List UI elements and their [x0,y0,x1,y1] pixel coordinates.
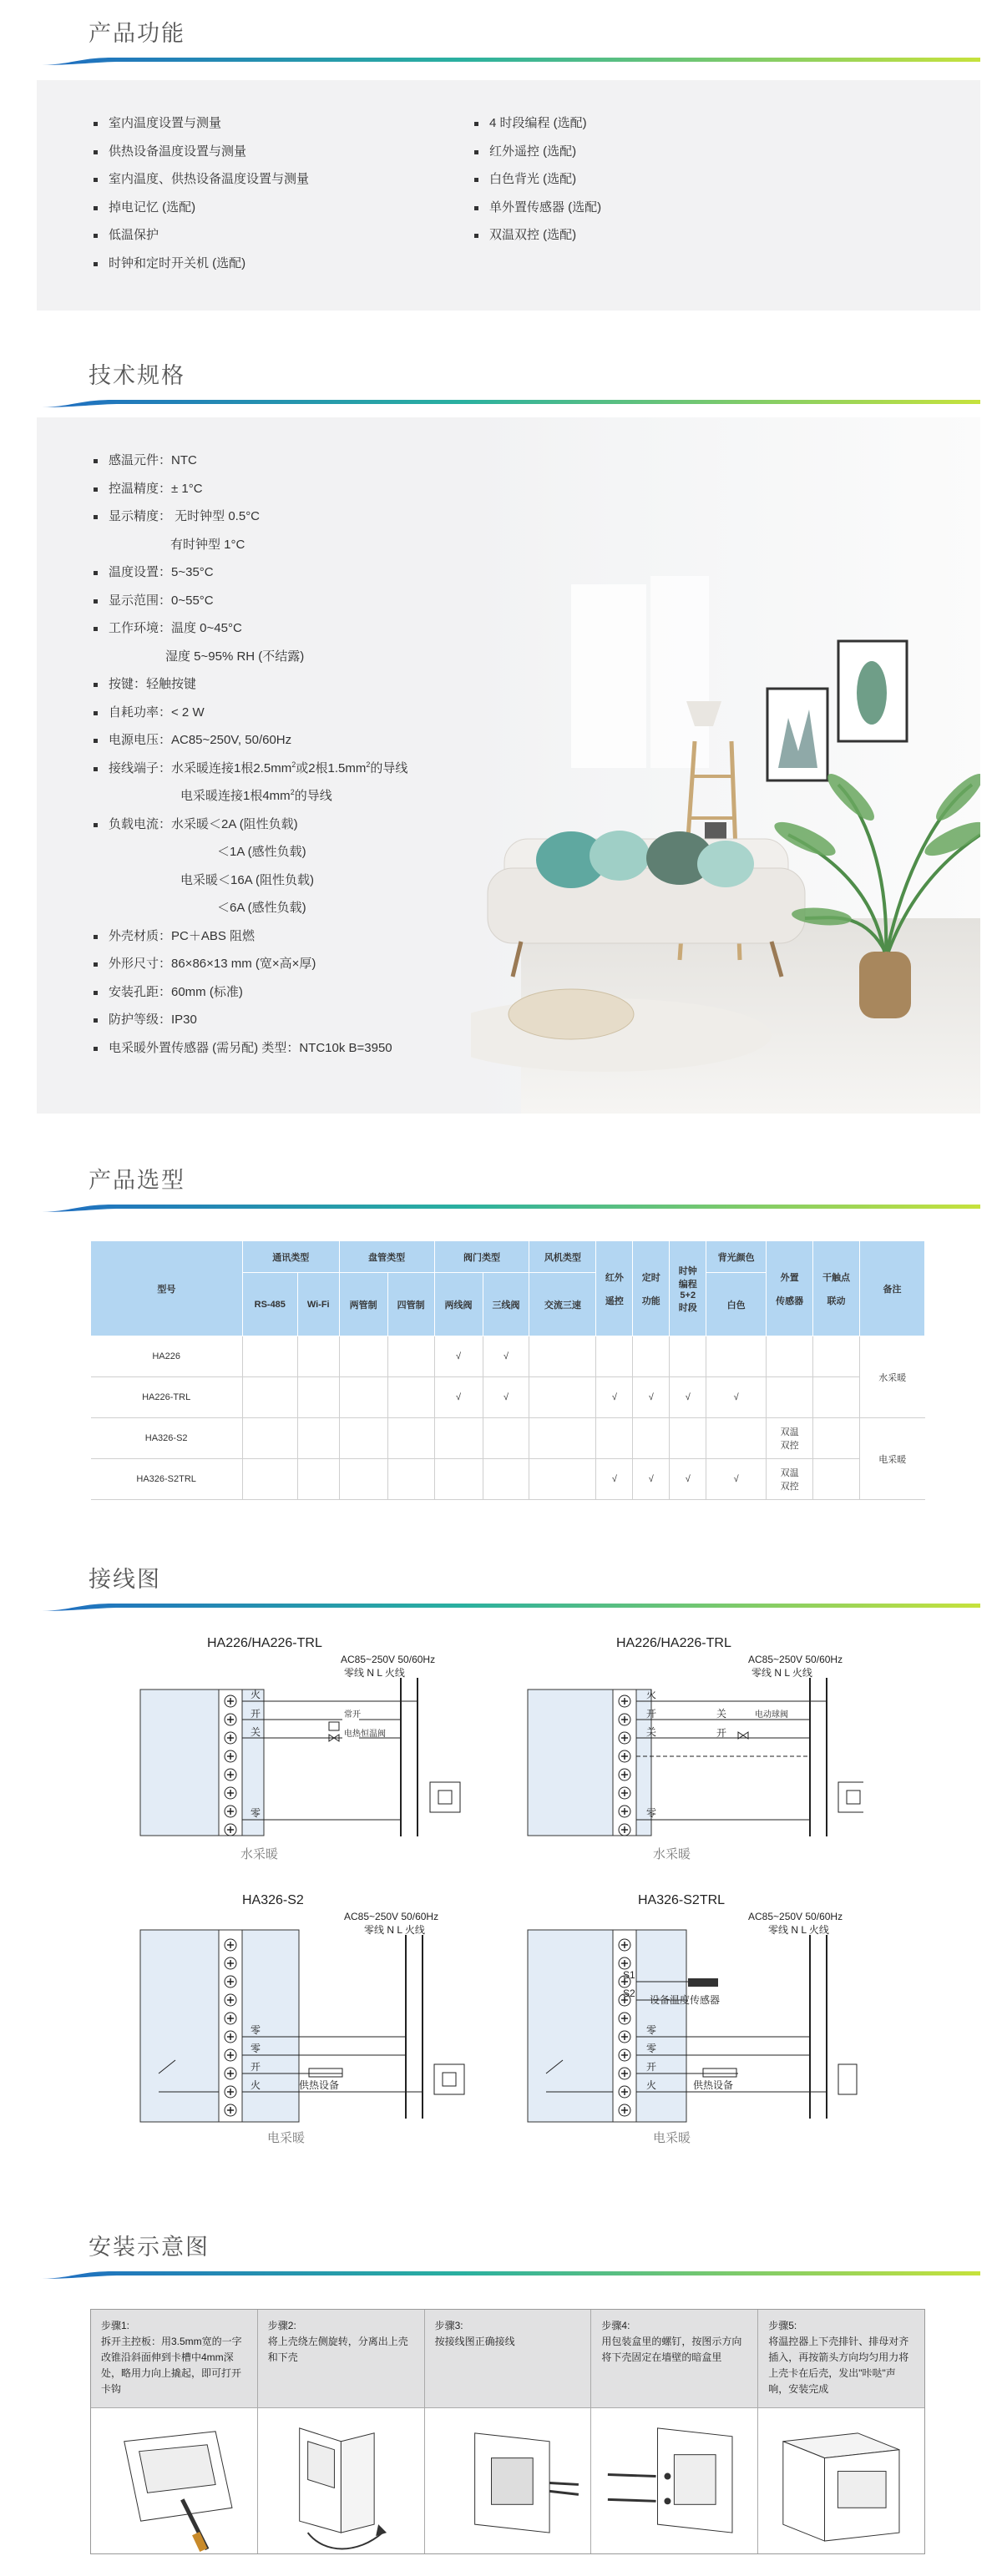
step-title: 步骤5: [768,2320,797,2331]
svg-text:关: 关 [716,1708,727,1720]
col-ac3: 交流三速 [529,1273,596,1336]
selection-table [90,1240,925,1500]
table-cell [813,1336,860,1377]
table-cell [339,1459,387,1500]
step-body: 用包装盒里的螺钉，按图示方向将下壳固定在墙壁的暗盒里 [601,2336,742,2363]
table-cell [813,1377,860,1418]
spec-item: 按键：轻触按键 [90,676,407,705]
install-step-3 [425,2310,592,2553]
table-row [91,1459,925,1500]
svg-text:开: 开 [250,2061,261,2073]
svg-text:零: 零 [250,2043,261,2054]
section-header-wiring [37,1561,980,1611]
table-cell: 双温 双控 [767,1459,813,1500]
table-cell [339,1336,387,1377]
table-cell: √ [670,1459,706,1500]
living-room-illustration [471,417,980,1114]
table-cell [706,1418,767,1459]
table-cell [813,1418,860,1459]
col-pipe: 盘管类型 [339,1241,434,1273]
svg-text:常开: 常开 [344,1710,361,1720]
col-ir: 红外 遥控 [596,1241,633,1336]
svg-text:设备温度传感器: 设备温度传感器 [650,1994,721,2006]
wiring-diagram-ha326-s2trl [513,1893,863,2144]
table-cell [387,1418,434,1459]
svg-text:S1: S1 [623,1969,635,1981]
section-gradient-bar [37,389,980,407]
svg-text:AC85~250V 50/60Hz: AC85~250V 50/60Hz [344,1911,439,1922]
table-cell: √ [670,1377,706,1418]
step-body: 拆开主控板：用3.5mm宽的一字改锥沿斜面伸到卡槽中4mm深处，略用力向上撬起，即可打开卡钩 [101,2336,242,2395]
svg-text:零线 N L 火线: 零线 N L 火线 [768,1924,829,1936]
svg-text:开: 开 [646,1708,657,1720]
specs-list [90,452,407,1068]
diagram-title: HA326-S2 [242,1893,304,1907]
col-dry: 干触点 联动 [813,1241,860,1336]
model-cell: HA226-TRL [91,1377,243,1418]
spec-item: 工作环境：温度 0~45°C [90,620,407,649]
diagram-caption: 电采暖 [653,2131,691,2145]
table-cell [767,1377,813,1418]
table-row [91,1377,925,1418]
install-step-1 [91,2310,258,2553]
table-cell: √ [633,1459,670,1500]
svg-text:火: 火 [646,2079,657,2091]
table-cell: √ [706,1377,767,1418]
spec-item: 温度设置：5~35°C [90,564,407,593]
step-title: 步骤2: [267,2320,296,2331]
spec-item: 外壳材质：PC＋ABS 阻燃 [90,928,407,957]
note-cell: 水采暖 [860,1336,925,1418]
svg-text:关: 关 [646,1726,657,1738]
table-cell [596,1418,633,1459]
feature-item: 掉电记忆 (选配) [90,200,309,228]
section-gradient-bar [37,2260,980,2279]
wall-mount-illustration [591,2408,757,2554]
table-cell [297,1459,339,1500]
spec-item: 控温精度：± 1°C [90,481,407,509]
svg-text:零: 零 [646,2024,657,2036]
spec-item: 安装孔距：60mm (标准) [90,984,407,1013]
feature-item: 白色背光 (选配) [471,171,601,200]
features-list-right [471,115,601,255]
spec-item: 电源电压：AC85~250V, 50/60Hz [90,732,407,760]
table-row [91,1336,925,1377]
table-cell [242,1377,297,1418]
section-header-features [37,15,980,65]
col-three-wire: 三线阀 [483,1273,529,1336]
install-step-4 [591,2310,758,2553]
svg-text:关: 关 [250,1726,261,1738]
table-cell [529,1459,596,1500]
section-header-install [37,2229,980,2279]
table-cell: √ [596,1459,633,1500]
table-cell: √ [434,1336,483,1377]
svg-text:零: 零 [250,1807,261,1819]
specs-panel [37,417,980,1114]
table-cell [529,1377,596,1418]
table-row [91,1418,925,1459]
install-step-5 [758,2310,924,2553]
step-body: 将温控器上下壳排针、排母对齐插入，再按箭头方向均匀用力将上壳卡在后壳，发出"咔哒"声响，安装完成 [768,2336,909,2395]
power-label: AC85~250V 50/60Hz [341,1654,436,1665]
feature-item: 低温保护 [90,227,309,255]
col-model: 型号 [91,1241,243,1336]
svg-text:开: 开 [716,1727,727,1739]
col-wifi: Wi-Fi [297,1273,339,1336]
col-two-way: 两线阀 [434,1273,483,1336]
col-two-pipe: 两管制 [339,1273,387,1336]
spec-item: 湿度 5~95% RH (不结露) [165,649,305,664]
line-label: 零线 N L 火线 [344,1667,405,1679]
spec-item: 防护等级：IP30 [90,1012,407,1040]
spec-item: 电采暖外置传感器 (需另配) 类型：NTC10k B=3950 [90,1040,407,1068]
svg-text:AC85~250V 50/60Hz: AC85~250V 50/60Hz [748,1911,843,1922]
section-title: 产品选型 [89,1168,185,1193]
spec-item: 电采暖＜16A (阻性负载) [180,872,315,887]
col-clock: 时钟 编程 5+2 时段 [670,1241,706,1336]
install-steps [90,2309,925,2554]
table-cell [529,1336,596,1377]
table-cell: √ [633,1377,670,1418]
table-cell [767,1336,813,1377]
col-valve: 阀门类型 [434,1241,529,1273]
table-cell [813,1459,860,1500]
feature-item: 4 时段编程 (选配) [471,115,601,144]
table-cell [670,1418,706,1459]
table-cell [633,1418,670,1459]
spec-item: ＜1A (感性负载) [217,845,306,859]
svg-text:电热恒温阀: 电热恒温阀 [344,1730,386,1739]
svg-text:火: 火 [250,1689,261,1700]
table-cell [434,1418,483,1459]
col-ext: 外置 传感器 [767,1241,813,1336]
wiring-schematic [125,1910,476,2127]
spec-item: 显示精度： 无时钟型 0.5°C [90,508,407,537]
step-title: 步骤1: [101,2320,130,2331]
table-cell [596,1336,633,1377]
table-cell [387,1377,434,1418]
section-title: 安装示意图 [89,2235,210,2260]
thermostat-open-illustration [91,2408,257,2554]
section-title: 接线图 [89,1567,161,1592]
install-step-2 [258,2310,425,2553]
col-note: 备注 [860,1241,925,1336]
table-cell: √ [596,1377,633,1418]
col-white: 白色 [706,1273,767,1336]
col-rs485: RS-485 [242,1273,297,1336]
wiring-schematic [513,1910,863,2127]
wiring-diagram-ha226 [125,1636,476,1861]
svg-text:电动球阀: 电动球阀 [755,1710,788,1720]
wiring-diagram-ha226-trl [513,1636,863,1861]
wiring-schematic [513,1653,863,1845]
spec-item: ＜6A (感性负载) [217,901,306,915]
diagram-caption: 电采暖 [267,2131,306,2145]
section-header-specs [37,357,980,407]
wiring-schematic [125,1653,476,1845]
svg-text:供热设备: 供热设备 [693,2079,734,2091]
feature-item: 供热设备温度设置与测量 [90,144,309,172]
spec-item: 外形尺寸：86×86×13 mm (宽×高×厚) [90,956,407,984]
col-comm: 通讯类型 [242,1241,339,1273]
feature-item: 室内温度、供热设备温度设置与测量 [90,171,309,200]
diagram-caption: 水采暖 [653,1847,691,1861]
table-cell [434,1459,483,1500]
feature-item: 时钟和定时开关机 (选配) [90,255,309,284]
table-cell [297,1418,339,1459]
svg-text:火: 火 [250,2079,261,2091]
svg-text:供热设备: 供热设备 [299,2079,340,2091]
svg-text:零线 N L 火线: 零线 N L 火线 [752,1667,812,1679]
svg-text:开: 开 [646,2061,657,2073]
section-title: 产品功能 [89,21,185,46]
table-cell [242,1459,297,1500]
svg-text:零: 零 [646,2043,657,2054]
feature-item: 室内温度设置与测量 [90,115,309,144]
spec-item: 自耗功率：< 2 W [90,705,407,733]
section-gradient-bar [37,1593,980,1611]
spec-item: 接线端子：水采暖连接1根$2.5mm^2$或2根$1.5mm^2$的导线 [90,760,407,789]
section-gradient-bar [37,1194,980,1212]
col-timer: 定时 功能 [633,1241,670,1336]
thermostat-wiring-illustration [425,2408,591,2554]
thermostat-rotate-illustration [258,2408,424,2554]
col-fan: 风机类型 [529,1241,596,1273]
thermostat-assembled-illustration [758,2408,924,2554]
model-cell: HA326-S2 [91,1418,243,1459]
svg-text:S2: S2 [623,1988,635,1999]
table-cell [706,1336,767,1377]
table-cell [242,1418,297,1459]
table-cell [297,1336,339,1377]
wiring-diagram-ha326-s2 [125,1893,476,2144]
step-body: 将上壳绕左侧旋转，分离出上壳和下壳 [267,2336,408,2363]
diagram-title: HA326-S2TRL [638,1893,726,1907]
spec-item: 有时钟型 1°C [170,537,245,552]
col-backlight: 背光颜色 [706,1241,767,1273]
table-cell: √ [706,1459,767,1500]
note-cell: 电采暖 [860,1418,925,1500]
svg-text:AC85~250V 50/60Hz: AC85~250V 50/60Hz [748,1654,843,1665]
diagram-caption: 水采暖 [240,1847,279,1861]
diagram-title: HA226/HA226-TRL [616,1636,731,1650]
table-cell [242,1336,297,1377]
svg-text:零线 N L 火线: 零线 N L 火线 [364,1924,425,1936]
spec-item: 负载电流：水采暖＜2A (阻性负载) [90,816,407,845]
diagram-title: HA226/HA226-TRL [207,1636,322,1650]
table-cell [483,1418,529,1459]
table-cell [633,1336,670,1377]
svg-text:零: 零 [250,2024,261,2036]
table-cell [529,1418,596,1459]
svg-text:零: 零 [646,1807,657,1819]
table-cell [670,1336,706,1377]
step-title: 步骤3: [434,2320,463,2331]
features-panel [37,80,980,311]
section-title: 技术规格 [89,363,185,388]
feature-item: 双温双控 (选配) [471,227,601,255]
table-cell [297,1377,339,1418]
table-cell: 双温 双控 [767,1418,813,1459]
table-cell: √ [434,1377,483,1418]
table-cell [339,1418,387,1459]
model-cell: HA326-S2TRL [91,1459,243,1500]
svg-text:火: 火 [646,1689,657,1700]
model-cell: HA226 [91,1336,243,1377]
svg-text:开: 开 [250,1708,261,1720]
spec-item: 感温元件：NTC [90,452,407,481]
step-body: 按接线图正确接线 [434,2336,515,2347]
step-title: 步骤4: [601,2320,630,2331]
section-gradient-bar [37,47,980,65]
section-header-selection [37,1162,980,1212]
table-cell: √ [483,1336,529,1377]
spec-item: 显示范围：0~55°C [90,593,407,621]
feature-item: 单外置传感器 (选配) [471,200,601,228]
col-four-pipe: 四管制 [387,1273,434,1336]
feature-item: 红外遥控 (选配) [471,144,601,172]
table-cell [483,1459,529,1500]
table-cell: √ [483,1377,529,1418]
table-cell [387,1459,434,1500]
features-list-left [90,115,309,283]
spec-item: 电采暖连接1根$4mm^2$的导线 [180,788,332,803]
table-cell [387,1336,434,1377]
table-cell [339,1377,387,1418]
